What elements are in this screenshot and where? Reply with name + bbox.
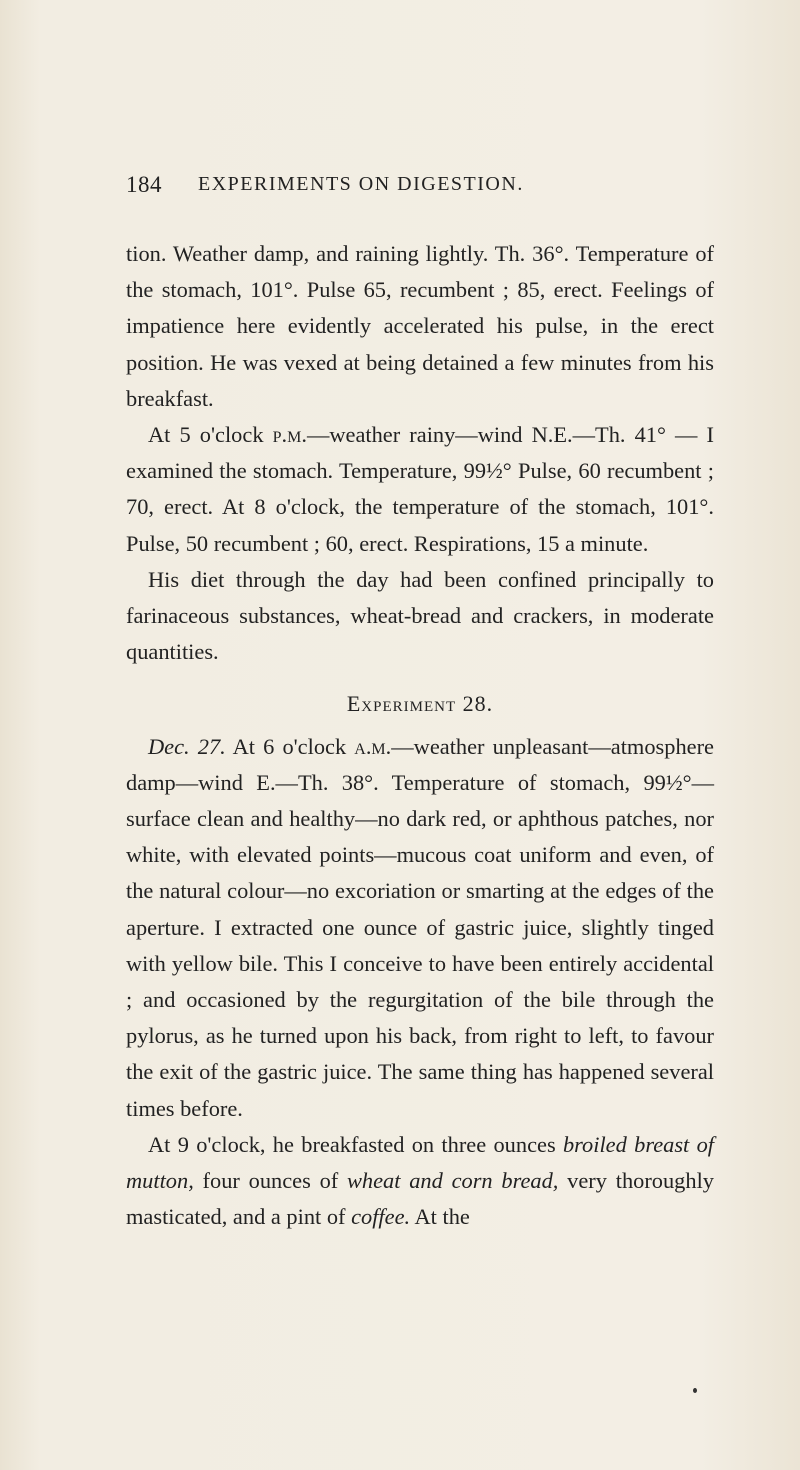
paragraph-2: At 5 o'clock p.m.—weather rainy—wind N.E.—Th. 41° — I examined the stomach. Temperature, 99½° Pulse, 60 recumbent ; 70, erect. At 8 o'clock, the temperature of the stomach, 101°. Pulse, 50 recumbent ; 60, erect. Respirations, 15 a minute. [126,422,714,556]
paragraph-5: At 9 o'clock, he breakfasted on three ounces broiled breast of mutton, four ounces of wheat and corn bread, very thoroughly masticated, and a pint of coffee. At the [126,1131,714,1230]
section-heading: Experiment 28. [346,691,494,717]
body-text [126,236,714,1235]
running-title: EXPERIMENTS ON DIGESTION. [198,173,524,195]
ink-speck [693,1388,697,1393]
paragraph-1: tion. Weather damp, and raining lightly. Th. 36°. Temperature of the stomach, 101°. Pulse 65, recumbent ; 85, erect. Feelings of impatience here evidently accelerated his pulse, in the erect position. He was vexed at being detained a few minutes from his breakfast. [126,241,714,411]
page-number: 184 [126,172,162,197]
entry-date: Dec. 27. [148,733,226,759]
page-header [126,172,746,212]
paragraph-3: His diet through the day had been confined principally to farinaceous substances, wheat-bread and crackers, in moderate quantities. [126,566,714,665]
paragraph-4: Dec. 27. At 6 o'clock a.m.—weather unpleasant—atmosphere damp—wind E.—Th. 38°. Temperature of stomach, 99½°—surface clean and healthy—no dark red, or aphthous patches, nor white, with elevated points—mucous coat uniform and even, of the natural colour—no excoriation or smarting at the edges of the aperture. I extracted one ounce of gastric juice, slightly tinged with yellow bile. This I conceive to have been entirely accidental ; and occasioned by the regurgitation of the bile through the pylorus, as he turned upon his back, from right to left, to favour the exit of the gastric juice. The same thing has happened several times before. [126,733,714,1121]
